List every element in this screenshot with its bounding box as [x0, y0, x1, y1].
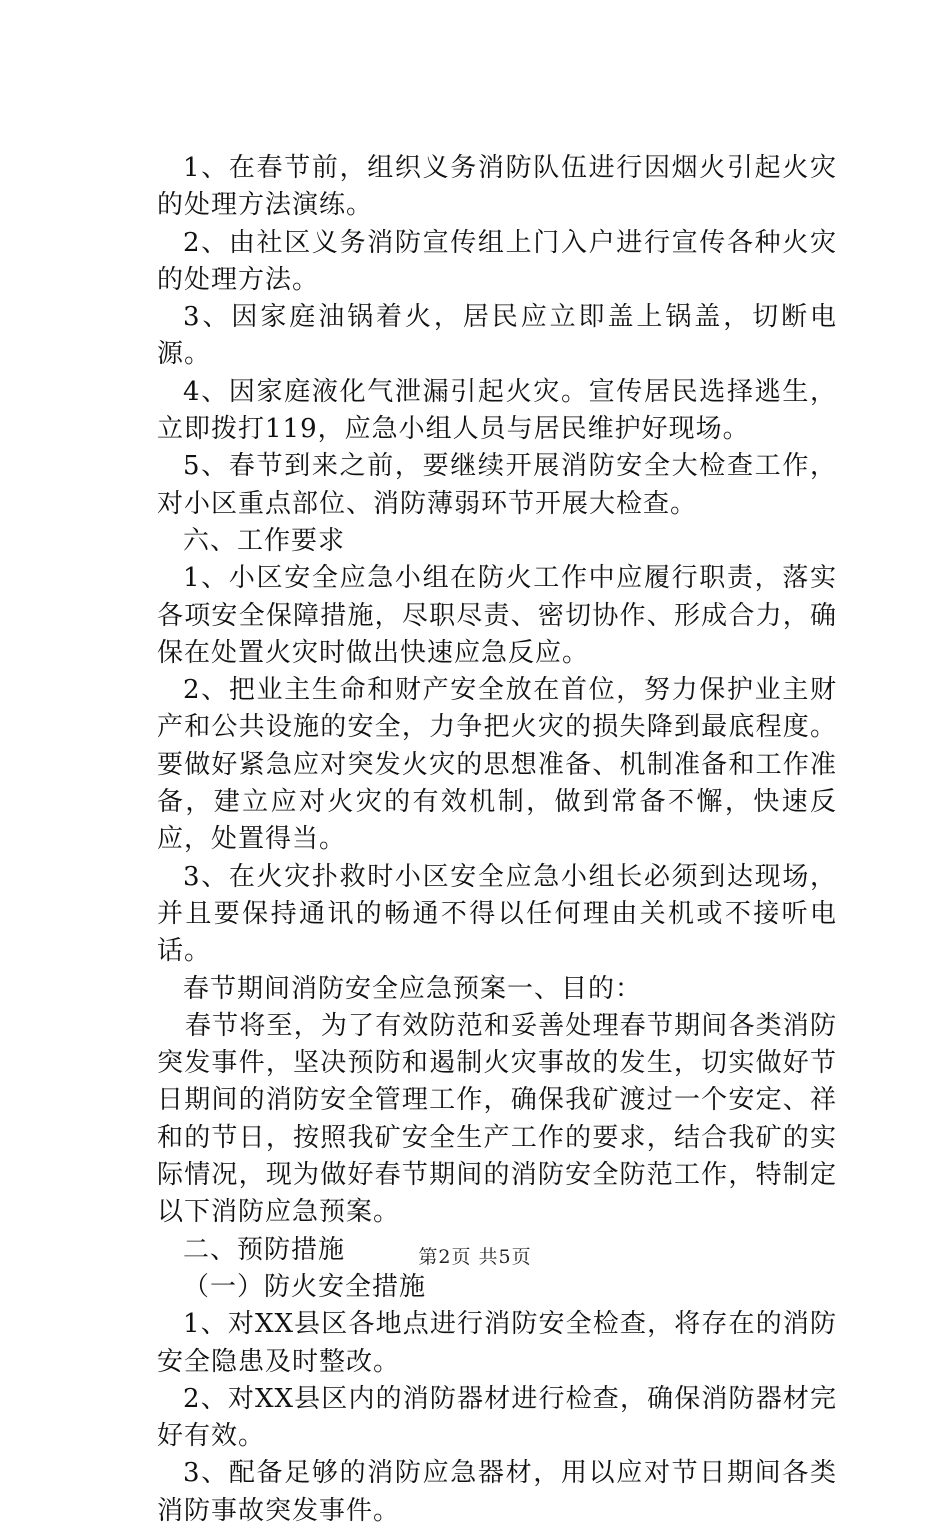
paragraph: 1、小区安全应急小组在防火工作中应履行职责，落实各项安全保障措施，尽职尽责、密切协作、形成合力，确保在处置火灾时做出快速应急反应。: [157, 563, 837, 668]
subsection-heading: （一）防火安全措施: [183, 1271, 427, 1302]
paragraph: 3、配备足够的消防应急器材，用以应对节日期间各类消防事故突发事件。: [157, 1458, 837, 1526]
section-heading: 春节期间消防安全应急预案一、目的：: [183, 973, 643, 1004]
paragraph: 1、在春节前，组织义务消防队伍进行因烟火引起火灾的处理方法演练。: [157, 153, 837, 221]
document-body: [157, 150, 837, 1530]
section-heading: 二、预防措施: [183, 1234, 346, 1265]
paragraph: 3、在火灾扑救时小区安全应急小组长必须到达现场，并且要保持通讯的畅通不得以任何理由关机或不接听电话。: [157, 861, 837, 967]
page-footer: [0, 1242, 950, 1269]
paragraph: 3、因家庭油锅着火，居民应立即盖上锅盖，切断电源。: [157, 302, 837, 370]
paragraph: 2、由社区义务消防宣传组上门入户进行宣传各种火灾的处理方法。: [157, 227, 837, 295]
paragraph: 2、把业主生命和财产安全放在首位，努力保护业主财产和公共设施的安全，力争把火灾的损失降到最底程度。要做好紧急应对突发火灾的思想准备、机制准备和工作准备，建立应对火灾的有效机制，做到常备不懈，快速反应，处置得当。: [157, 675, 837, 855]
paragraph: 1、对XX县区各地点进行消防安全检查，将存在的消防安全隐患及时整改。: [157, 1309, 837, 1377]
paragraph: 4、因家庭液化气泄漏引起火灾。宣传居民选择逃生，立即拨打119，应急小组人员与居民维护好现场。: [157, 376, 837, 445]
paragraph: 2、对XX县区内的消防器材进行检查，确保消防器材完好有效。: [157, 1383, 837, 1452]
page-number: 第2页 共5页: [418, 1246, 532, 1268]
section-heading: 六、工作要求: [183, 525, 346, 556]
paragraph: 5、春节到来之前，要继续开展消防安全大检查工作，对小区重点部位、消防薄弱环节开展大检查。: [157, 451, 837, 519]
paragraph: 春节将至，为了有效防范和妥善处理春节期间各类消防突发事件，坚决预防和遏制火灾事故的发生，切实做好节日期间的消防安全管理工作，确保我矿渡过一个安定、祥和的节日，按照我矿安全生产工作的要求，结合我矿的实际情况，现为做好春节期间的消防安全防范工作，特制定以下消防应急预案。: [157, 1010, 837, 1228]
